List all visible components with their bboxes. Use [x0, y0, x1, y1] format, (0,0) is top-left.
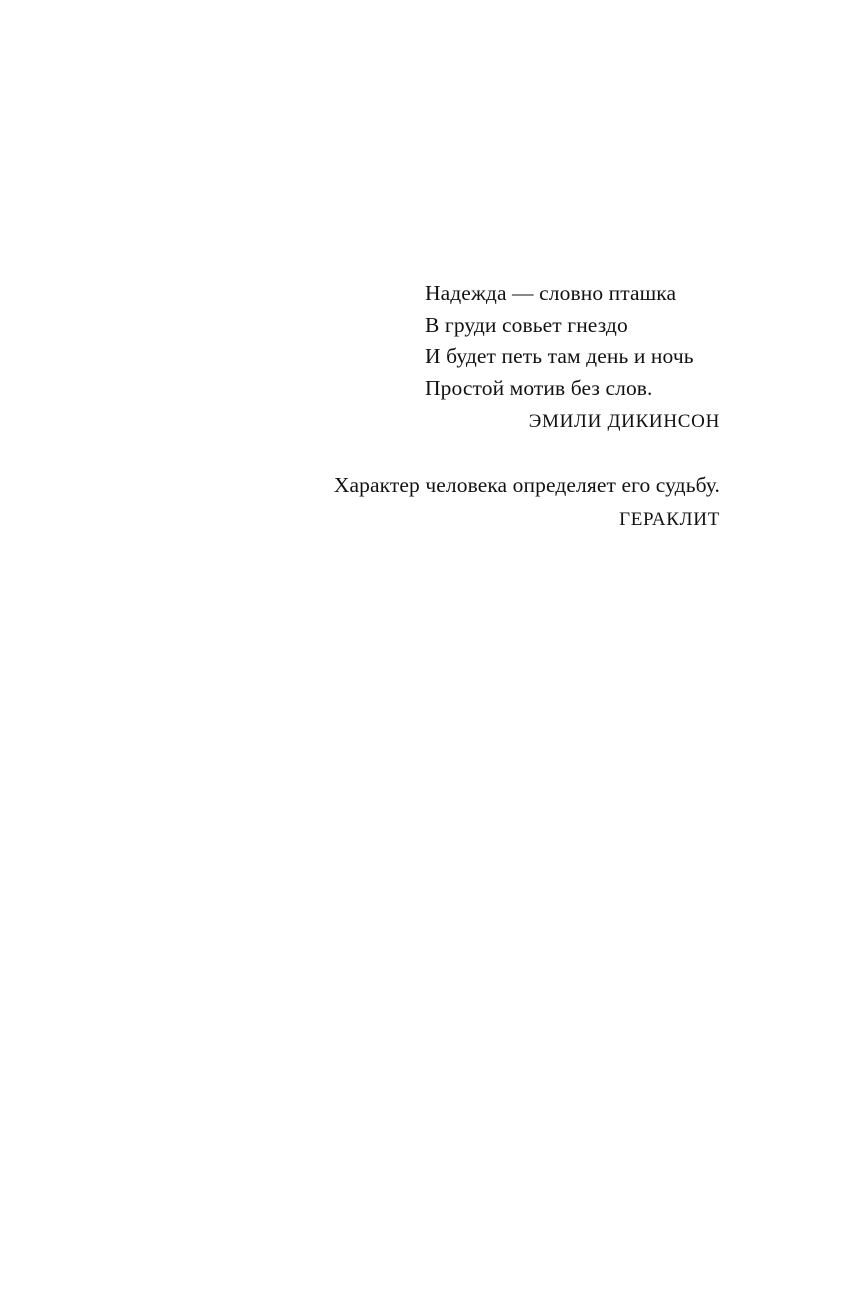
poem-attribution: ЭМИЛИ ДИКИНСОН: [528, 411, 720, 433]
poem-line-3: И будет петь там день и ночь: [425, 344, 694, 369]
quote-line-1: Характер человека определяет его судьбу.: [333, 473, 720, 497]
quote-attribution: ГЕРАКЛИТ: [619, 508, 720, 530]
poem-line-4: Простой мотив без слов.: [425, 375, 653, 400]
epigraph-poem: [0, 278, 720, 433]
poem-line-2: В груди совьет гнездо: [425, 312, 628, 337]
epigraph-quote: [0, 470, 720, 531]
poem-line-1: Надежда — словно пташка: [425, 281, 677, 305]
poem-lines: [425, 278, 720, 404]
